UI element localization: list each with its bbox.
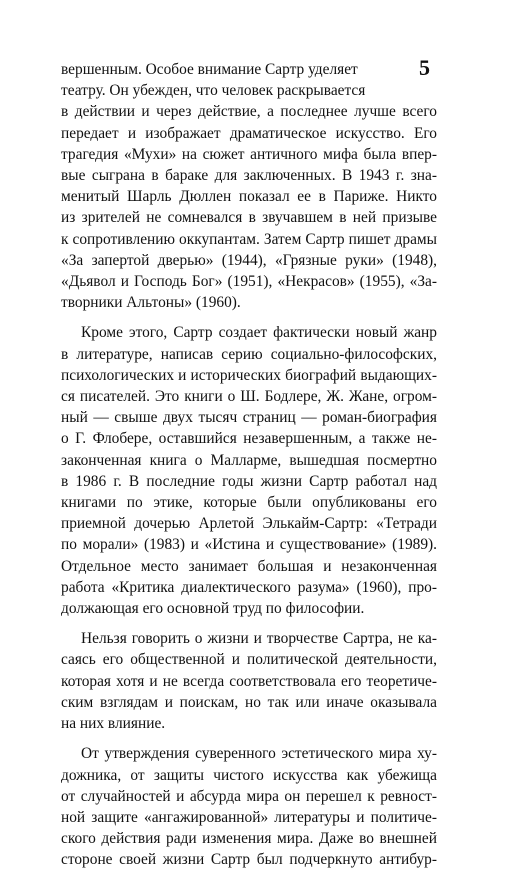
text-line: трагедия «Мухи» на сюжет античного мифа была впер- (61, 145, 437, 163)
text-line: «За запертой дверью» (1944), «Грязные руки» (1948), (61, 251, 437, 269)
text-line: приемной дочерью Арлетой Элькайм-Сартр: «Тетради (61, 515, 437, 533)
text-line: по морали» (1983) и «Истина и существование» (1989). (61, 536, 437, 554)
text-line: творники Альтоны» (1960). (61, 294, 241, 312)
body-text (61, 59, 437, 871)
text-line: дожника, от защиты чистого искусства как убежища (61, 766, 437, 784)
text-line: Отдельное место занимает большая и незаконченная (61, 557, 437, 575)
text-line: «Дьявол и Господь Бог» (1951), «Некрасов» (1955), «За- (61, 273, 437, 291)
text-line: Нельзя говорить о жизни и творчестве Сартра, не ка- (81, 630, 437, 648)
text-line: От утверждения суверенного эстетического мира ху- (81, 745, 437, 763)
text-line: ной защите «ангажированной» литературы и политиче- (61, 808, 437, 826)
text-line: стороне своей жизни Сартр был подчеркнуто антибур- (61, 851, 437, 869)
text-line: должающая его основной труд по философии. (61, 600, 365, 618)
text-line: которая хотя и не всегда соответствовала его теоретиче- (61, 672, 437, 690)
text-line: ся писателей. Это книги о Ш. Бодлере, Ж. Жане, огром- (61, 388, 437, 406)
text-line: законченная книга о Малларме, вышедшая посмертно (61, 451, 437, 469)
text-line: работа «Критика диалектического разума» (1960), про- (61, 578, 437, 596)
text-line: вершенным. Особое внимание Сартр уделяет (61, 61, 358, 78)
text-line: книгами по этике, которые были опубликованы его (61, 494, 437, 512)
text-line: в действии и через действие, а последнее лучше всего (61, 103, 437, 121)
text-line: в 1986 г. В последние годы жизни Сартр работал над (61, 472, 437, 490)
text-line: театру. Он убежден, что человек раскрывается (61, 82, 366, 100)
text-line: ским взглядам и поискам, но так или иначе оказывала (61, 693, 437, 711)
text-line: менитый Шарль Дюллен показал ее в Париже. Никто (61, 188, 437, 206)
text-line: вые сыграна в бараке для заключенных. В 1943 г. зна- (61, 167, 437, 185)
text-line: Кроме этого, Сартр создает фактически новый жанр (81, 324, 437, 342)
text-line: от случайностей и абсурда мира он перешел к ревност- (61, 787, 437, 805)
paragraph-4 (61, 743, 437, 870)
text-line: саясь его общественной и политической деятельности, (61, 651, 437, 669)
paragraph-1 (61, 59, 437, 313)
page-number: 5 (419, 55, 430, 80)
text-line: о Г. Флобере, оставшийся незавершенным, а также не- (61, 430, 437, 448)
paragraph-2 (61, 322, 437, 619)
text-line: ского действия ради изменения мира. Даже во внешней (61, 830, 437, 848)
text-line: психологических и исторических биографий выдающих- (61, 366, 437, 384)
text-line: к сопротивлению оккупантам. Затем Сартр пишет драмы (61, 230, 437, 248)
text-line: передает и изображает драматическое искусство. Его (61, 124, 437, 142)
text-line: ный — свыше двух тысяч страниц — роман-биография (61, 409, 437, 427)
text-line: на них влияние. (61, 715, 166, 733)
paragraph-3 (61, 628, 437, 734)
text-line: из зрителей не сомневался в звучавшем в ней призыве (61, 209, 437, 227)
text-line: в литературе, написав серию социально-философских, (61, 345, 437, 363)
